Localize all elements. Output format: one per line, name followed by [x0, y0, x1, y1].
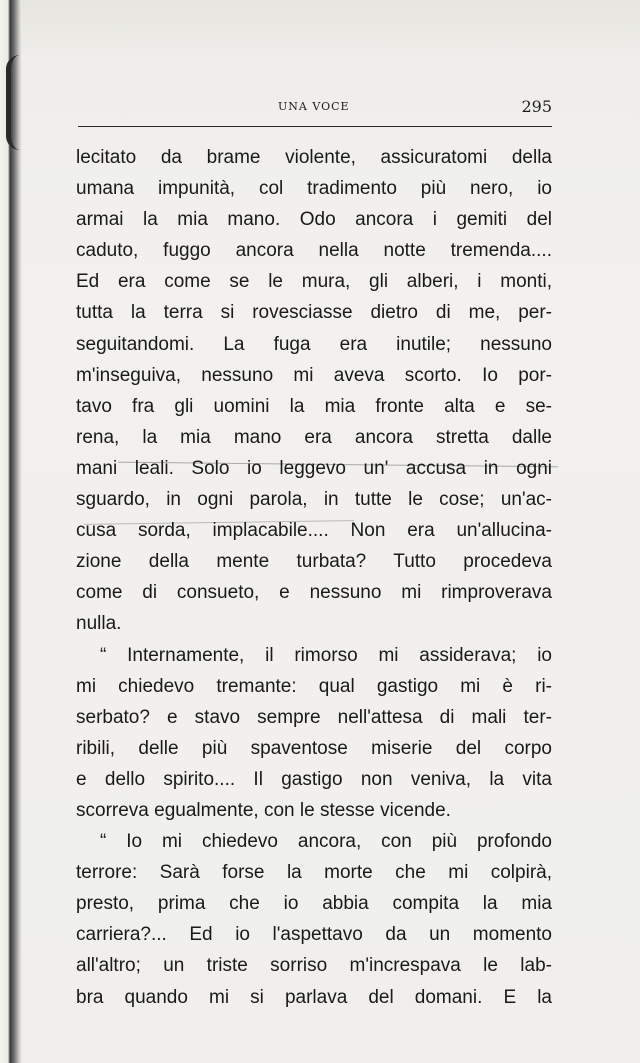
text-line: e dello spirito.... Il gastigo non veniva, la vita: [76, 768, 552, 790]
text-line: tutta la terra si rovesciasse dietro di me, per-: [76, 302, 552, 324]
text-line: tavo fra gli uomini la mia fronte alta e se-: [76, 395, 552, 417]
text-line: all'altro; un triste sorriso m'increspava le lab-: [76, 955, 552, 977]
text-line: terrore: Sarà forse la morte che mi colpirà,: [76, 862, 552, 884]
text-line: “ Internamente, il rimorso mi assiderava; io: [100, 644, 552, 666]
running-title: UNA VOCE: [278, 100, 350, 113]
text-line: cusa sorda, implacabile.... Non era un'allucina-: [76, 520, 552, 542]
page-curl-edge: [6, 55, 31, 150]
text-line: Ed era come se le mura, gli alberi, i monti,: [76, 271, 552, 293]
header-rule: [78, 126, 552, 127]
text-line: presto, prima che io abbia compita la mia: [76, 893, 552, 915]
text-line: mi chiedevo tremante: qual gastigo mi è ri-: [76, 675, 552, 697]
text-line: m'inseguiva, nessuno mi aveva scorto. Io por-: [76, 364, 552, 386]
text-line: “ Io mi chiedevo ancora, con più profondo: [100, 831, 552, 853]
text-line: ribili, delle più spaventose miserie del corpo: [76, 737, 552, 759]
text-line: umana impunità, col tradimento più nero, io: [76, 178, 552, 200]
text-line: rena, la mia mano era ancora stretta dalle: [76, 426, 552, 448]
running-header: [78, 97, 552, 119]
text-line: armai la mia mano. Odo ancora i gemiti del: [76, 209, 552, 231]
text-line: mani leali. Solo io leggevo un' accusa in ogni: [76, 457, 552, 479]
text-line: nulla.: [76, 613, 122, 635]
text-line: come di consueto, e nessuno mi rimproverava: [76, 582, 552, 604]
page-number: 295: [521, 97, 552, 116]
text-line: carriera?... Ed io l'aspettavo da un momento: [76, 924, 552, 946]
text-line: serbato? e stavo sempre nell'attesa di mali ter-: [76, 706, 552, 728]
text-line: zione della mente turbata? Tutto procedeva: [76, 551, 552, 573]
text-line: sguardo, in ogni parola, in tutte le cose; un'ac-: [76, 489, 552, 511]
text-line: scorreva egualmente, con le stesse vicende.: [76, 799, 451, 821]
body-text: [76, 142, 552, 1013]
text-line: lecitato da brame violente, assicuratomi della: [76, 147, 552, 168]
text-line: caduto, fuggo ancora nella notte tremenda....: [76, 240, 552, 262]
text-line: bra quando mi si parlava del domani. E la: [76, 986, 552, 1008]
book-spine-shadow: [0, 0, 22, 1063]
text-line: seguitandomi. La fuga era inutile; nessuno: [76, 333, 552, 355]
